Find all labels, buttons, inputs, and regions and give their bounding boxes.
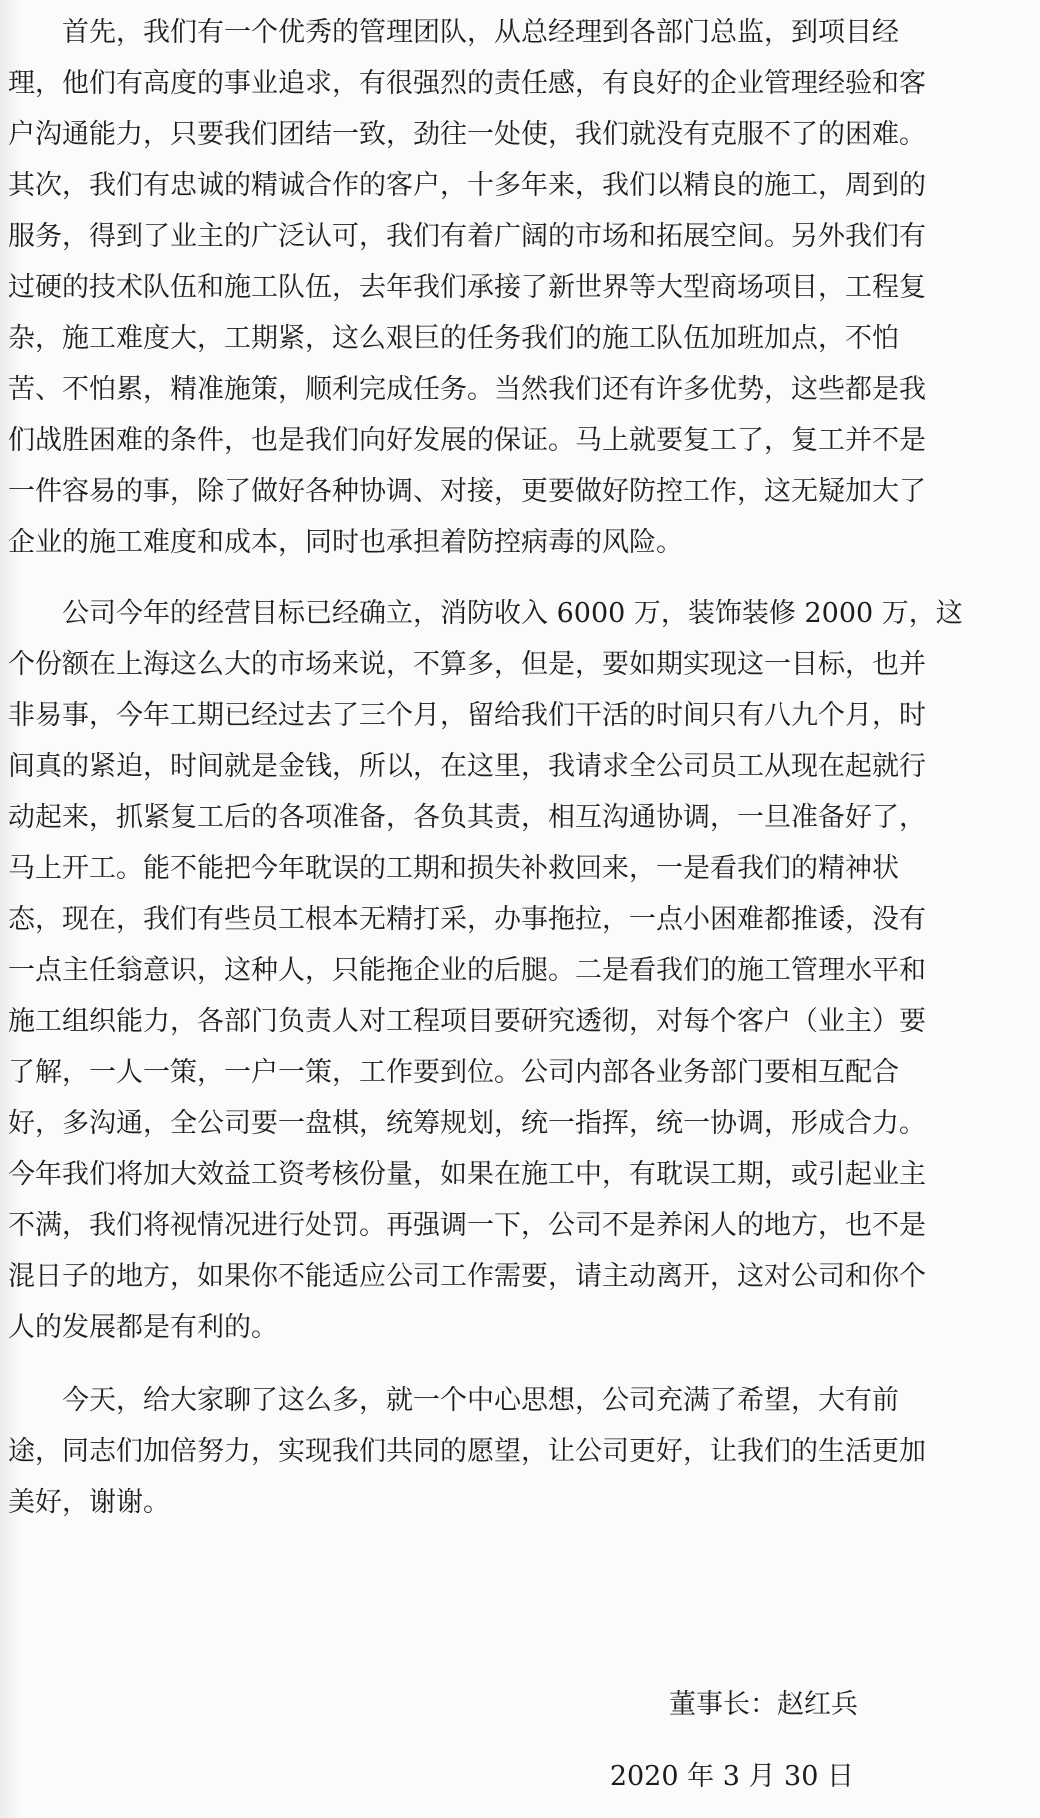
paragraph-2-line-13: 不满，我们将视情况进行处罚。再强调一下，公司不是养闲人的地方，也不是 bbox=[8, 1210, 926, 1241]
paragraph-2-line-9: 施工组织能力，各部门负责人对工程项目要研究透彻，对每个客户（业主）要 bbox=[8, 1006, 926, 1037]
paragraph-2-line-7: 态，现在，我们有些员工根本无精打采，办事拖拉，一点小困难都推诿，没有 bbox=[8, 904, 926, 935]
paragraph-2-line-12: 今年我们将加大效益工资考核份量，如果在施工中，有耽误工期，或引起业主 bbox=[8, 1159, 926, 1190]
paragraph-1-line-2: 理，他们有高度的事业追求，有很强烈的责任感，有良好的企业管理经验和客 bbox=[8, 68, 926, 99]
paragraph-1-line-3: 户沟通能力，只要我们团结一致，劲往一处使，我们就没有克服不了的困难。 bbox=[8, 119, 926, 150]
paragraph-1-line-6: 过硬的技术队伍和施工队伍，去年我们承接了新世界等大型商场项目，工程复 bbox=[8, 272, 926, 303]
paragraph-2-line-2: 个份额在上海这么大的市场来说，不算多，但是，要如期实现这一目标，也并 bbox=[8, 649, 926, 680]
paragraph-1-line-8: 苦、不怕累，精准施策，顺利完成任务。当然我们还有许多优势，这些都是我 bbox=[8, 374, 926, 405]
paragraph-2-line-10: 了解，一人一策，一户一策，工作要到位。公司内部各业务部门要相互配合 bbox=[8, 1057, 899, 1088]
paragraph-1-line-4: 其次，我们有忠诚的精诚合作的客户，十多年来，我们以精良的施工，周到的 bbox=[8, 170, 926, 201]
paragraph-2-line-15: 人的发展都是有利的。 bbox=[8, 1312, 278, 1343]
paragraph-2-line-11: 好，多沟通，全公司要一盘棋，统筹规划，统一指挥，统一协调，形成合力。 bbox=[8, 1108, 926, 1139]
paragraph-1-line-10: 一件容易的事，除了做好各种协调、对接，更要做好防控工作，这无疑加大了 bbox=[8, 476, 926, 507]
paragraph-3-line-2: 途，同志们加倍努力，实现我们共同的愿望，让公司更好，让我们的生活更加 bbox=[8, 1436, 926, 1467]
paragraph-2-line-5: 动起来，抓紧复工后的各项准备，各负其责，相互沟通协调，一旦准备好了， bbox=[8, 802, 926, 833]
signature-line: 董事长：赵红兵 bbox=[669, 1689, 858, 1720]
paragraph-1-line-9: 们战胜困难的条件，也是我们向好发展的保证。马上就要复工了，复工并不是 bbox=[8, 425, 926, 456]
paragraph-2-line-8: 一点主任翁意识，这种人，只能拖企业的后腿。二是看我们的施工管理水平和 bbox=[8, 955, 926, 986]
paragraph-2-line-6: 马上开工。能不能把今年耽误的工期和损失补救回来，一是看我们的精神状 bbox=[8, 853, 899, 884]
date-line: 2020 年 3 月 30 日 bbox=[609, 1761, 854, 1792]
paragraph-2-line-1: 公司今年的经营目标已经确立，消防收入 6000 万，装饰装修 2000 万，这 bbox=[62, 598, 963, 629]
paragraph-1-line-1: 首先，我们有一个优秀的管理团队，从总经理到各部门总监，到项目经 bbox=[62, 17, 899, 48]
paragraph-2-line-3: 非易事，今年工期已经过去了三个月，留给我们干活的时间只有八九个月，时 bbox=[8, 700, 926, 731]
paragraph-3-line-1: 今天，给大家聊了这么多，就一个中心思想，公司充满了希望，大有前 bbox=[62, 1385, 899, 1416]
paragraph-2-line-4: 间真的紧迫，时间就是金钱，所以，在这里，我请求全公司员工从现在起就行 bbox=[8, 751, 926, 782]
paragraph-3-line-3: 美好，谢谢。 bbox=[8, 1487, 170, 1518]
paragraph-2-line-14: 混日子的地方，如果你不能适应公司工作需要，请主动离开，这对公司和你个 bbox=[8, 1261, 926, 1292]
paragraph-1-line-7: 杂，施工难度大，工期紧，这么艰巨的任务我们的施工队伍加班加点，不怕 bbox=[8, 323, 899, 354]
paragraph-1-line-5: 服务，得到了业主的广泛认可，我们有着广阔的市场和拓展空间。另外我们有 bbox=[8, 221, 926, 252]
paragraph-1-line-11: 企业的施工难度和成本，同时也承担着防控病毒的风险。 bbox=[8, 527, 683, 558]
